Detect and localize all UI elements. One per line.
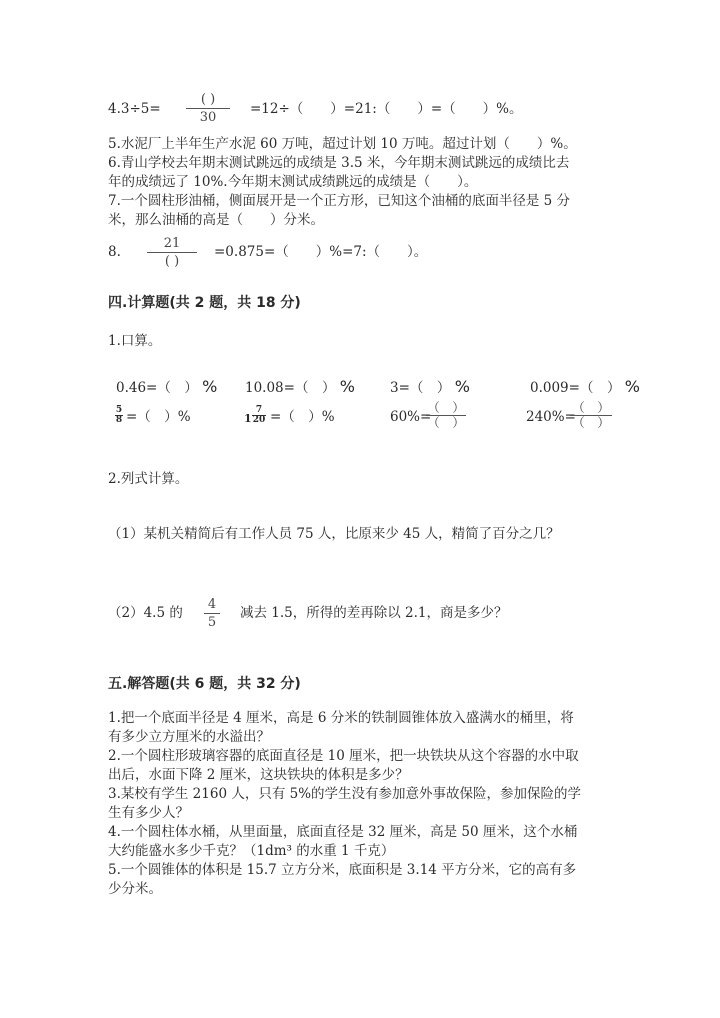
- q6-line1: 6.青山学校去年期末测试跳远的成绩是 3.5 米，今年期末测试跳远的成绩比去: [108, 155, 570, 171]
- oral-calc-6-rest: =（ ）%: [270, 409, 335, 425]
- answer-line: 有多少立方厘米的水溢出？: [108, 729, 270, 745]
- percent-sign: %: [202, 377, 218, 396]
- problem-2-rest: 减去 1.5，所得的差再除以 2.1，商是多少？: [240, 605, 508, 621]
- q7-line1: 7.一个圆柱形油桶，侧面展开是一个正方形，已知这个油桶的底面半径是 5 分: [108, 193, 571, 209]
- percent-sign: %: [624, 377, 640, 396]
- problem-2-fraction: [204, 597, 220, 630]
- q4-prefix: 4.3÷5=: [108, 101, 161, 117]
- q8-frac-num: 21: [163, 236, 181, 251]
- q6-line2: 年的成绩远了 10%.今年期末测试成绩跳远的成绩是（ ）。: [108, 174, 478, 190]
- percent-sign: %: [339, 377, 355, 396]
- oral-calc-4: [530, 378, 640, 397]
- section5-heading: 五.解答题(共 6 题，共 32 分): [108, 676, 301, 692]
- oral-calc-7-fraction: [426, 402, 466, 429]
- problem-2-prefix: （2）4.5 的: [108, 605, 183, 621]
- section4-sub1: 1.口算。: [108, 333, 162, 349]
- frac-num: （ ）: [427, 400, 465, 415]
- answer-line: 大约能盛水多少千克？（1dm³ 的水重 1 千克）: [108, 843, 395, 859]
- oral-calc-5-rest: =（ ）%: [126, 409, 191, 425]
- problem-1: （1）某机关精简后有工作人员 75 人，比原来少 45 人，精简了百分之几？: [108, 526, 560, 542]
- oral-calc-8-fraction: [570, 402, 612, 429]
- frac-num: 4: [207, 597, 217, 612]
- oral-calc-6-whole: 1: [244, 412, 252, 425]
- q4-frac-num: ( ): [200, 92, 216, 107]
- fraction-bar: [147, 252, 197, 253]
- answer-line: 4.一个圆柱体水桶，从里面量，底面直径是 32 厘米，高是 50 厘米，这个水桶: [108, 824, 578, 840]
- q4-rest: =12÷（ ）=21:（ ）=（ ）%。: [250, 101, 523, 117]
- answer-line: 生有多少人？: [108, 805, 189, 821]
- q8-fraction: [147, 236, 197, 269]
- frac-den: 5: [207, 615, 217, 630]
- fraction-bar: [186, 108, 230, 109]
- percent-sign: %: [454, 377, 470, 396]
- oral-calc-5-fraction: [115, 406, 123, 425]
- answer-line: 2.一个圆柱形玻璃容器的底面直径是 10 厘米，把一块铁块从这个容器的水中取: [108, 748, 579, 764]
- q4-fraction: [186, 92, 230, 125]
- oral-calc-8-lead: 240%=: [526, 409, 576, 425]
- section4-sub2: 2.列式计算。: [108, 471, 189, 487]
- answer-line: 5.一个圆锥体的体积是 15.7 立方分米，底面积是 3.14 平方分米，它的高有多: [108, 862, 577, 878]
- frac-den: 8: [115, 415, 123, 425]
- frac-den: （ ）: [572, 415, 610, 430]
- oral-calc-2-expr: 10.08=（ ）: [245, 380, 336, 396]
- q8-prefix: 8.: [108, 244, 121, 260]
- oral-calc-2: [245, 378, 355, 397]
- frac-num: （ ）: [572, 400, 610, 415]
- q5-text: 5.水泥厂上半年生产水泥 60 万吨，超过计划 10 万吨。超过计划（ ）%。: [108, 136, 577, 152]
- oral-calc-3: [390, 378, 470, 397]
- answer-line: 少分米。: [108, 881, 162, 897]
- answer-line: 出后，水面下降 2 厘米，这块铁块的体积是多少？: [108, 767, 409, 783]
- q8-rest: =0.875=（ ）%=7:（ ）。: [214, 244, 428, 260]
- oral-calc-6-fraction: [252, 406, 266, 425]
- q7-line2: 米，那么油桶的高是（ ）分米。: [108, 212, 324, 228]
- frac-num: 5: [115, 405, 123, 415]
- answer-line: 3.某校有学生 2160 人，只有 5%的学生没有参加意外事故保险，参加保险的学: [108, 786, 582, 802]
- fraction-bar: [204, 613, 220, 614]
- frac-num: 7: [255, 405, 263, 415]
- frac-den: （ ）: [427, 415, 465, 430]
- q4-frac-den: 30: [199, 110, 217, 125]
- oral-calc-3-expr: 3=（ ）: [390, 380, 451, 396]
- oral-calc-7-lead: 60%=: [390, 409, 432, 425]
- oral-calc-1: [116, 378, 217, 397]
- section4-heading: 四.计算题(共 2 题，共 18 分): [108, 295, 301, 311]
- frac-den: 20: [252, 415, 266, 425]
- answer-line: 1.把一个底面半径是 4 厘米，高是 6 分米的铁制圆锥体放入盛满水的桶里，将: [108, 710, 574, 726]
- oral-calc-4-expr: 0.009=（ ）: [530, 380, 621, 396]
- q8-frac-den: ( ): [164, 254, 180, 269]
- oral-calc-1-expr: 0.46=（ ）: [116, 380, 198, 396]
